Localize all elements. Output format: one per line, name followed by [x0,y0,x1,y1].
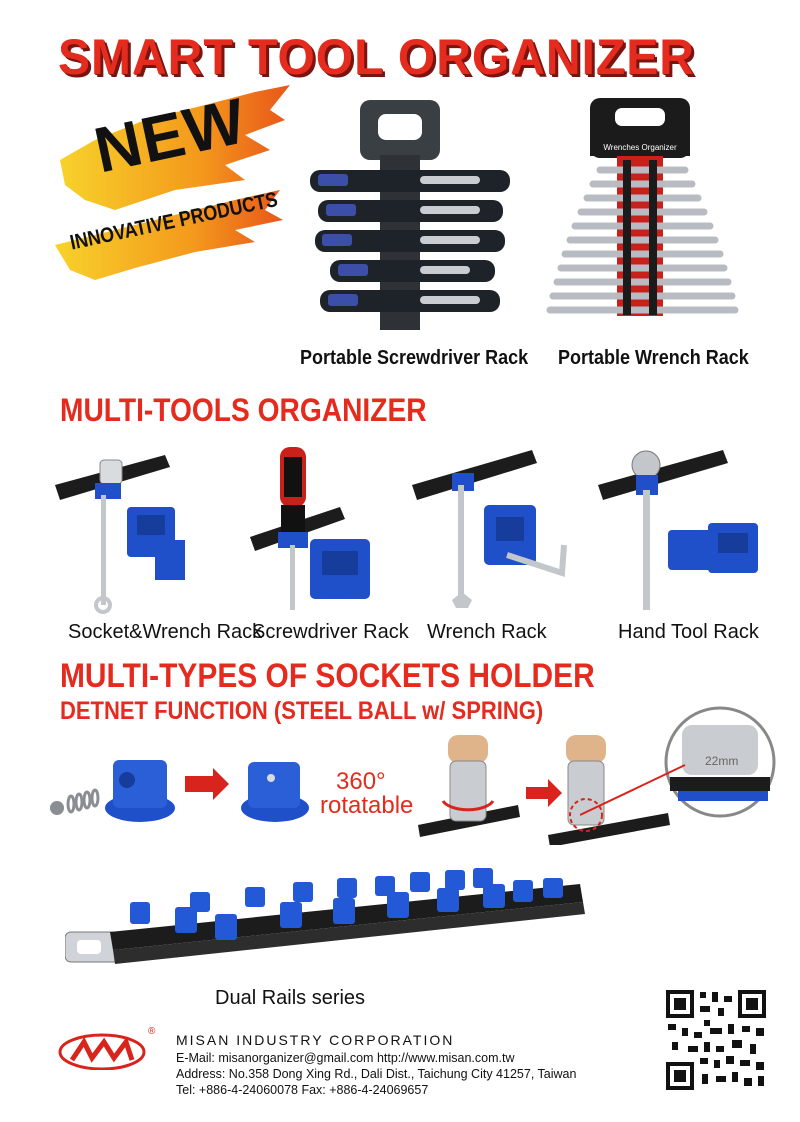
multi-tools-heading: MULTI-TOOLS ORGANIZER [60,392,427,428]
qr-code[interactable] [664,988,768,1092]
company-email: E-Mail: misanorganizer@gmail.com http://www.misan.com.tw [176,1051,515,1065]
screwdriver-rack-image [300,100,515,335]
tool-caption-wrench: Wrench Rack [427,621,547,643]
wrench-rack-caption: Portable Wrench Rack [558,347,749,369]
socket-wrench-rack-image [55,455,205,615]
screwdriver-rack-caption: Portable Screwdriver Rack [300,347,529,369]
tool-caption-hand-tool: Hand Tool Rack [618,621,759,643]
sockets-holder-heading: MULTI-TYPES OF SOCKETS HOLDER [60,657,595,695]
wrench-tool-rack-image [412,445,572,615]
tool-caption-socket-wrench: Socket&Wrench Rack [68,621,263,643]
wrench-rack-label: Wrenches Organizer [603,143,677,152]
dual-rails-caption: Dual Rails series [215,987,366,1009]
registered-mark: ® [148,1026,156,1037]
socket-size-text: 22mm [705,754,739,768]
detent-parts-image [45,750,325,830]
tool-caption-screwdriver: Screwdriver Rack [252,621,409,643]
page-title: SMART TOOL ORGANIZER [58,29,695,86]
zoom-pointer-line [580,760,690,820]
screwdriver-tool-rack-image [250,447,390,617]
rotation-word: rotatable [320,792,414,819]
company-logo [58,1030,150,1070]
company-name: MISAN INDUSTRY CORPORATION [176,1032,455,1048]
dual-rails-image [65,862,590,982]
hand-tool-rack-image [598,445,773,620]
detent-function-heading: DETNET FUNCTION (STEEL BALL w/ SPRING) [60,697,544,725]
wrench-rack-image [545,98,740,333]
innovative-label: INNOVATIVE PRODUCTS [68,188,280,255]
company-tel: Tel: +886-4-24060078 Fax: +886-4-24069657 [176,1083,429,1097]
new-label: NEW [88,84,253,187]
rotation-degrees: 360° [336,768,386,795]
company-address: Address: No.358 Dong Xing Rd., Dali Dist., Taichung City 41257, Taiwan [176,1067,577,1081]
